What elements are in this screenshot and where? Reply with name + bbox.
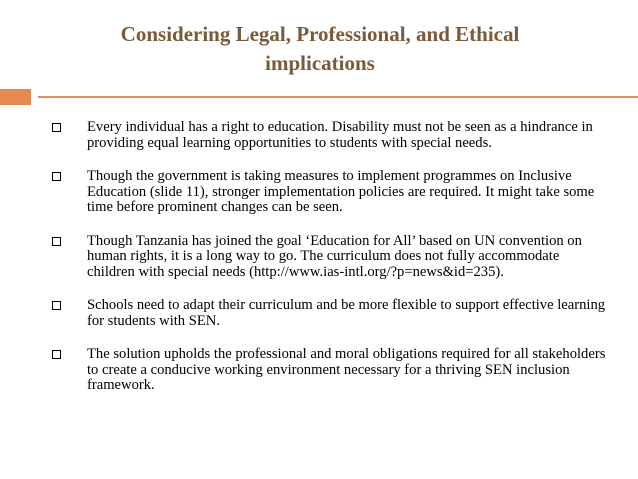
bullet-item (50, 169, 610, 216)
accent-block (0, 89, 31, 105)
hollow-square-icon (52, 350, 61, 359)
hollow-square-icon (52, 123, 61, 132)
bullet-text: Though the government is taking measures to implement programmes on Inclusive Education (slide 11), stronger implementation policies are required. It might take some time before prominent changes can be seen. (87, 168, 595, 215)
slide-title-line-2: implications (265, 51, 375, 75)
slide-title (70, 20, 570, 78)
bullet-text: Though Tanzania has joined the goal ‘Education for All’ based on UN convention on human rights, it is a long way to go. The curriculum does not fully accommodate children with special needs (http://www.ias-intl.org/?p=news&id=235). (87, 232, 582, 280)
bullet-text: The solution upholds the professional and moral obligations required for all stakeholders to create a conducive working environment necessary for a thriving SEN inclusion framework. (87, 346, 606, 393)
hollow-square-icon (52, 237, 61, 246)
bullet-text: Schools need to adapt their curriculum and be more flexible to support effective learning for students with SEN. (87, 297, 606, 329)
bullet-list (50, 120, 610, 412)
bullet-text: Every individual has a right to education. Disability must not be seen as a hindrance in providing equal learning opportunities to students with special needs. (87, 119, 593, 151)
hollow-square-icon (52, 301, 61, 310)
bullet-item (50, 234, 610, 281)
bullet-item (50, 298, 610, 329)
title-divider (38, 96, 638, 98)
bullet-item (50, 347, 610, 394)
bullet-item (50, 120, 610, 151)
hollow-square-icon (52, 172, 61, 181)
slide-title-line-1: Considering Legal, Professional, and Ethical (120, 22, 520, 46)
